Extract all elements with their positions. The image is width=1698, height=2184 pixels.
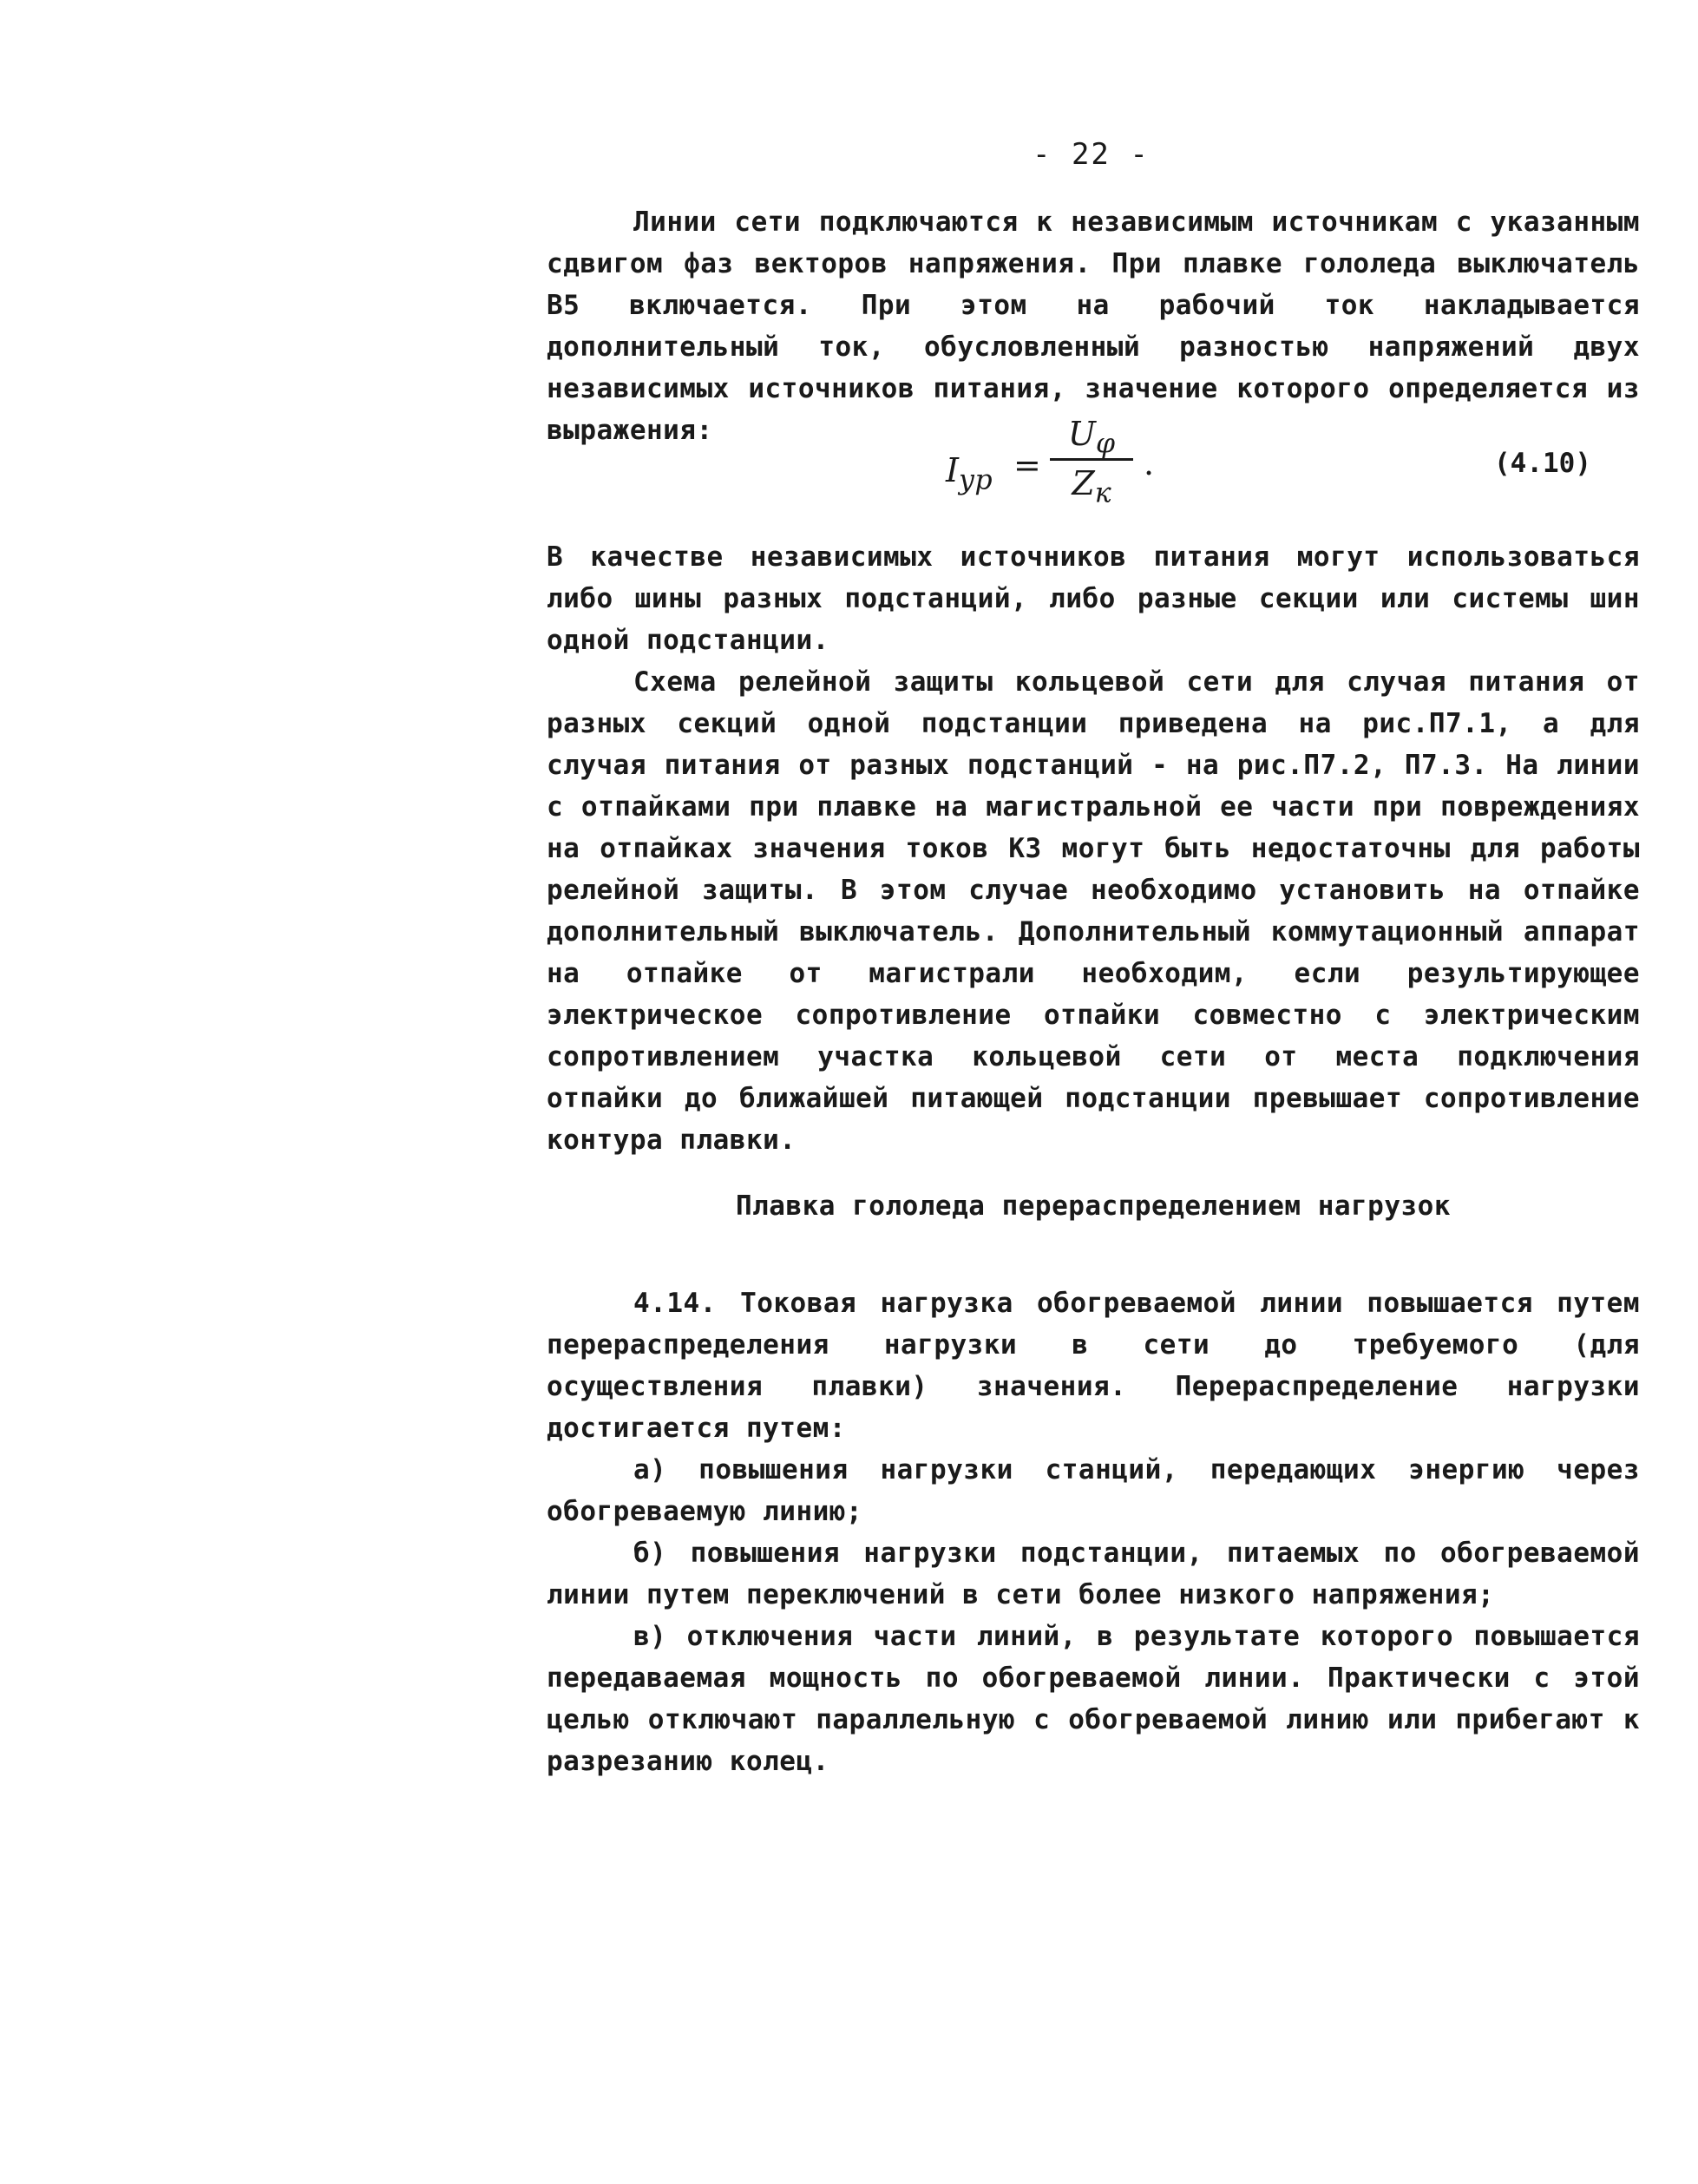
formula-number: (4.10) — [1494, 448, 1591, 479]
paragraph: 4.14. Токовая нагрузка обогреваемой линии повышается путем перераспределения нагрузки в сети до требуемого (для осуществления плавки) значения. Перераспределение нагрузки достигается путем: — [547, 1288, 1640, 1444]
formula-lhs-subscript: уp — [959, 464, 993, 496]
formula-denominator-symbol: Z — [1072, 464, 1095, 502]
formula-lhs-symbol: I — [946, 451, 960, 489]
formula-period: . — [1144, 444, 1155, 482]
formula-equals-sign: = — [1013, 446, 1041, 484]
formula-numerator-symbol: U — [1067, 415, 1096, 453]
paragraph: Схема релейной защиты кольцевой сети для случая питания от разных секций одной подстанции приведена на рис.П7.1, а для случая питания от разных подстанций - на рис.П7.2, П7.3. На линии с отпайками при плавке на магистральной ее части при повреждениях на отпайках значения токов КЗ могут быть недостаточны для работы релейной защиты. В этом случае необходимо установить на отпайке дополнительный выключатель. Дополнительный коммутационный аппарат на отпайке от магистрали необходим, если результирующее электрическое сопротивление отпайки совместно с электрическим сопротивлением участка кольцевой сети от места подключения отпайки до ближайшей питающей подстанции превышает сопротивление контура плавки. — [547, 666, 1640, 1156]
formula-fraction — [1050, 415, 1133, 509]
paragraph: В качестве независимых источников питания могут использоваться либо шины разных подстанций, либо разные секции или системы шин одной подстанции. — [547, 541, 1640, 656]
paragraph-block-top — [547, 201, 1640, 451]
paragraph-block-bottom — [547, 1282, 1640, 1782]
formula-numerator-subscript: φ — [1095, 428, 1116, 460]
formula-denominator-subscript: к — [1094, 477, 1111, 509]
formula-4-10 — [946, 415, 1640, 510]
paragraph-block-middle — [547, 536, 1640, 1161]
formula-denominator — [1050, 464, 1133, 509]
formula-fraction-bar — [1050, 458, 1133, 461]
formula-lhs — [946, 451, 993, 496]
paragraph: Линии сети подключаются к независимым источникам с указанным сдвигом фаз векторов напряжения. При плавке гололеда выключатель В5 включается. При этом на рабочий ток накладывается дополнительный ток, обусловленный разностью напряжений двух независимых источников питания, значение которого определяется из выражения: — [547, 207, 1640, 446]
section-heading: Плавка гололеда перераспределением нагрузок — [735, 1190, 1452, 1222]
list-item: в) отключения части линий, в результате которого повышается передаваемая мощность по обогреваемой линии. Практически с этой целью отключают параллельную с обогреваемой линию или прибегают к разрезанию колец. — [547, 1621, 1640, 1777]
page-number: - 22 - — [1033, 137, 1150, 172]
list-item: а) повышения нагрузки станций, передающих энергию через обогреваемую линию; — [547, 1454, 1640, 1527]
list-item: б) повышения нагрузки подстанции, питаемых по обогреваемой линии путем переключений в сети более низкого напряжения; — [547, 1538, 1640, 1610]
formula-numerator — [1050, 415, 1133, 460]
